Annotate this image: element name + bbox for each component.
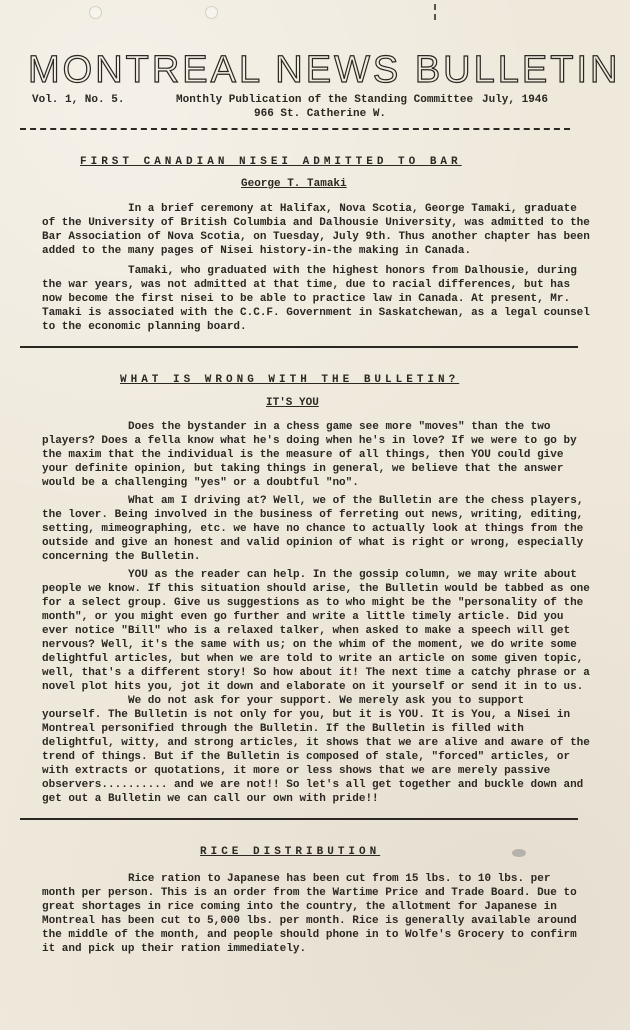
address-line: 966 St. Catherine W. bbox=[254, 108, 387, 120]
issue-number: Vol. 1, No. 5. bbox=[32, 94, 125, 106]
article-heading: RICE DISTRIBUTION bbox=[200, 846, 381, 858]
masthead-rule bbox=[20, 128, 570, 130]
section-rule bbox=[20, 346, 578, 348]
issue-date: July, 1946 bbox=[482, 94, 549, 106]
edge-mark bbox=[434, 14, 436, 20]
edge-mark bbox=[434, 4, 436, 10]
masthead-title: MONTREAL NEWS BULLETIN bbox=[28, 49, 621, 91]
section-rule bbox=[20, 818, 578, 820]
article-paragraph: In a brief ceremony at Halifax, Nova Scotia, George Tamaki, graduate of the University of British Columbia and Dalhousie University, was admitted to the Bar Association of Nova Scotia, on Tuesday, July 9th. Thus another chapter has been added to the many pages of Nisei history-in-the making in Canada. bbox=[42, 203, 590, 257]
article-paragraph: What am I driving at? Well, we of the Bulletin are the chess players, the lover. Being involved in the business of ferreting out news, writing, editing, setting, mimeographing, etc. we have no chance to actually look at things from the outside and give an honest and valid opinion of what is right or wrong, especially concerning the Bulletin. bbox=[42, 495, 584, 563]
article-paragraph: YOU as the reader can help. In the gossip column, we may write about people we know. If this situation should arise, the Bulletin would be tabbed as one for a select group. Give us suggestions as to who might be the "personality of the month", or you might even go further and write a little timely article. Did you ever notice "Bill" who is a relaxed talker, when asked to make a speech will get nervous? Well, it's the same with us; on the whim of the moment, we do write some delightful articles, but when we are told to write an article on some given topic, well, that's a different story! So how about it! The next time a catchy phrase or a novel plot hits you, jot it down and elaborate on it yourself or send it in to us. bbox=[42, 569, 590, 693]
article-subheading: IT'S YOU bbox=[266, 397, 319, 409]
article-paragraph: Does the bystander in a chess game see more "moves" than the two players? Does a fella know what he's doing when he's in love? If we were to go by the maxim that the individual is the measure of all things, then YOU could give your definite opinion, but taking things in general, we believe that the answer would be a challenging "yes" or a doubtful "no". bbox=[42, 421, 577, 489]
article-heading: FIRST CANADIAN NISEI ADMITTED TO BAR bbox=[80, 156, 462, 168]
article-paragraph: We do not ask for your support. We merely ask you to support yourself. The Bulletin is not only for you, but it is YOU. It is You, a Nisei in Montreal personified through the Bulletin. If the Bulletin is filled with delightful, witty, and strong articles, it shows that we are alive and aware of the trend of things. But if the Bulletin is composed of stale, "forced" articles, or with extracts or quotations, it more or less shows that we are merely passive observers.......... and we are not!! So let's all get together and buckle down and get out a Bulletin we can call our own with pride!! bbox=[42, 695, 590, 805]
article-paragraph: Tamaki, who graduated with the highest honors from Dalhousie, during the war years, was not admitted at that time, due to racial differences, but has now become the first nisei to be able to practice law in Canada. At present, Mr. Tamaki is associated with the C.C.F. Government in Saskatchewan, as a legal counsel to the economic planning board. bbox=[42, 265, 590, 333]
punch-hole bbox=[89, 6, 102, 19]
ink-smudge bbox=[512, 849, 526, 857]
article-heading: WHAT IS WRONG WITH THE BULLETIN? bbox=[120, 374, 460, 386]
article-paragraph: Rice ration to Japanese has been cut from 15 lbs. to 10 lbs. per month per person. This is an order from the Wartime Price and Trade Board. Due to great shortages in rice coming into the country, the allotment for Japanese in Montreal has been cut to 5,000 lbs. per month. Rice is generally available around the middle of the month, and people should phone in to Wolfe's Grocery to confirm it and pick up their ration immediately. bbox=[42, 873, 577, 955]
article-byline: George T. Tamaki bbox=[241, 178, 347, 190]
punch-hole bbox=[205, 6, 218, 19]
publisher-line: Monthly Publication of the Standing Committee bbox=[176, 94, 474, 106]
